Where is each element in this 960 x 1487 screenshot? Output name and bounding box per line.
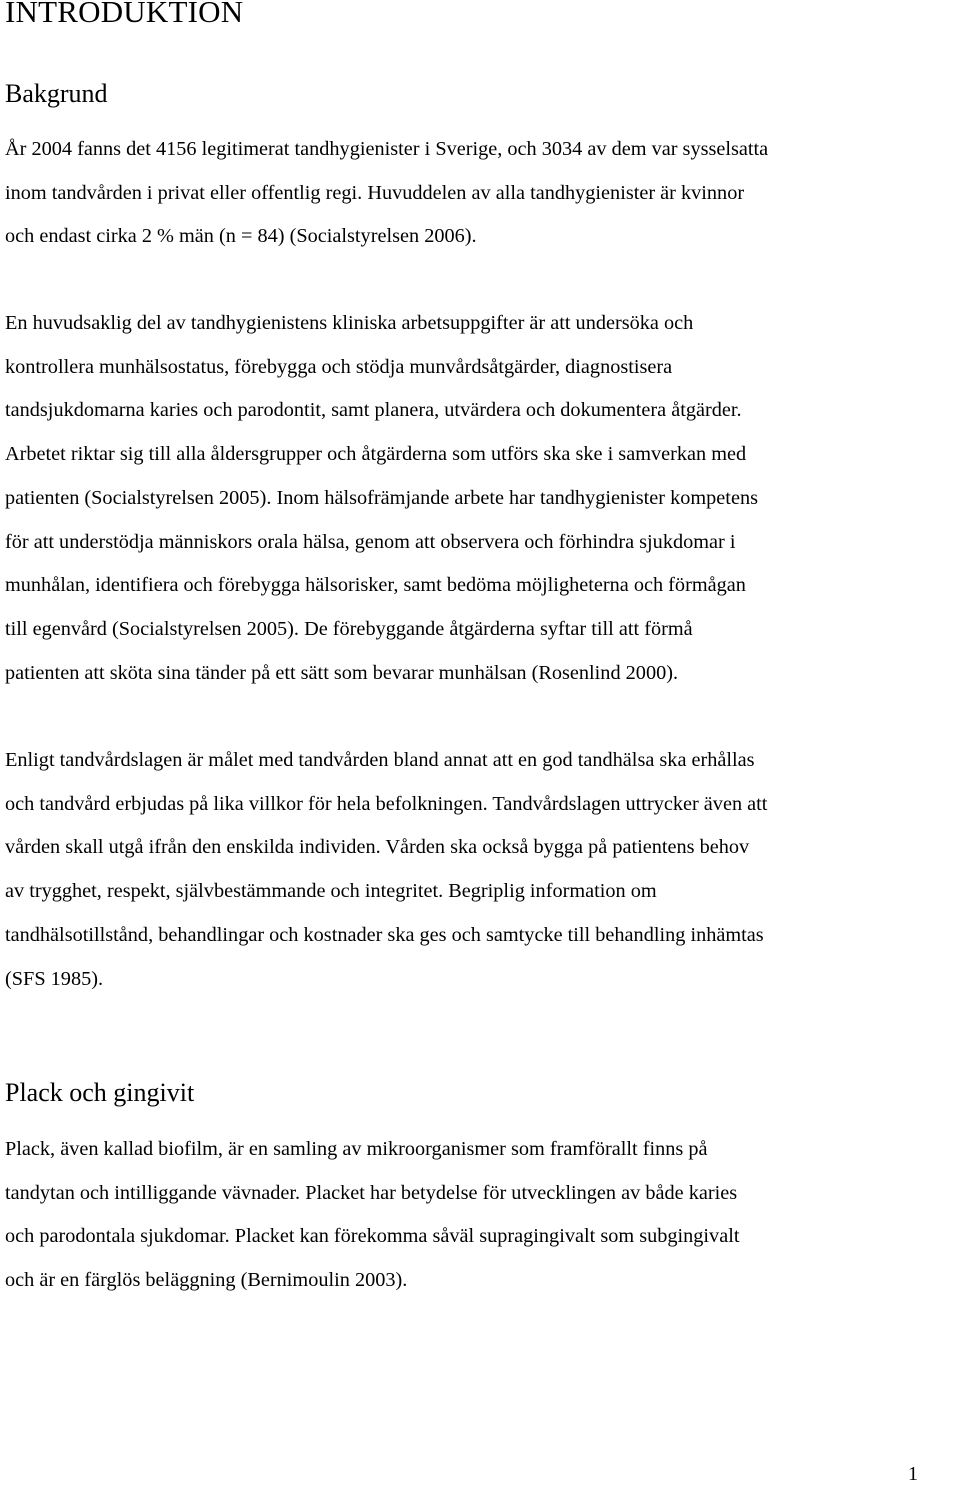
text-line: av trygghet, respekt, självbestämmande och integritet. Begriplig information om [5,880,657,903]
text-line: År 2004 fanns det 4156 legitimerat tandhygienister i Sverige, och 3034 av dem var sysselsatta [5,138,769,160]
text-line: tandhälsotillstånd, behandlingar och kostnader ska ges och samtycke till behandling inhämtas [5,923,764,946]
text-line: och endast cirka 2 % män (n = 84) (Socialstyrelsen 2006). [5,225,477,248]
text-line: tandsjukdomarna karies och parodontit, samt planera, utvärdera och dokumentera åtgärder. [5,399,742,422]
paragraph-plack-1 [5,1128,960,1303]
page-number: 1 [908,1463,918,1485]
text-line: tandytan och intilliggande vävnader. Placket har betydelse för utvecklingen av både karies [5,1181,738,1204]
text-line: för att understödja människors orala hälsa, genom att observera och förhindra sjukdomar i [5,530,736,553]
text-line: patienten att sköta sina tänder på ett sätt som bevarar munhälsan (Rosenlind 2000). [5,661,679,684]
text-line: Enligt tandvårdslagen är målet med tandvården bland annat att en god tandhälsa ska erhållas [5,749,755,771]
text-line: patienten (Socialstyrelsen 2005). Inom hälsofrämjande arbete har tandhygienister kompetens [5,486,758,509]
text-line: till egenvård (Socialstyrelsen 2005). De förebyggande åtgärderna syftar till att förmå [5,617,693,640]
section-heading-plack-och-gingivit: Plack och gingivit [5,1078,195,1107]
text-line: och tandvård erbjudas på lika villkor för hela befolkningen. Tandvårdslagen uttrycker även att [5,792,768,815]
paragraph-bakgrund-1 [5,128,960,259]
paragraph-bakgrund-2 [5,302,960,695]
chapter-title: INTRODUKTION [5,0,244,29]
text-line: och parodontala sjukdomar. Placket kan förekomma såväl supragingivalt som subgingivalt [5,1225,740,1248]
text-line: (SFS 1985). [5,967,104,990]
text-line: munhålan, identifiera och förebygga hälsorisker, samt bedöma möjligheterna och förmågan [5,574,746,597]
text-line: och är en färglös beläggning (Bernimoulin 2003). [5,1269,408,1292]
text-line: vården skall utgå ifrån den enskilda individen. Vården ska också bygga på patientens behov [5,836,750,859]
text-line: inom tandvården i privat eller offentlig regi. Huvuddelen av alla tandhygienister är kvinnor [5,181,745,204]
text-line: kontrollera munhälsostatus, förebygga och stödja munvårdsåtgärder, diagnostisera [5,355,673,378]
section-heading-bakgrund: Bakgrund [5,79,108,108]
paragraph-bakgrund-3 [5,739,960,1001]
text-line: Arbetet riktar sig till alla åldersgrupper och åtgärderna som utförs ska ske i samverkan med [5,443,747,466]
text-line: En huvudsaklig del av tandhygienistens kliniska arbetsuppgifter är att undersöka och [5,312,694,334]
text-line: Plack, även kallad biofilm, är en samling av mikroorganismer som framförallt finns på [5,1138,708,1160]
